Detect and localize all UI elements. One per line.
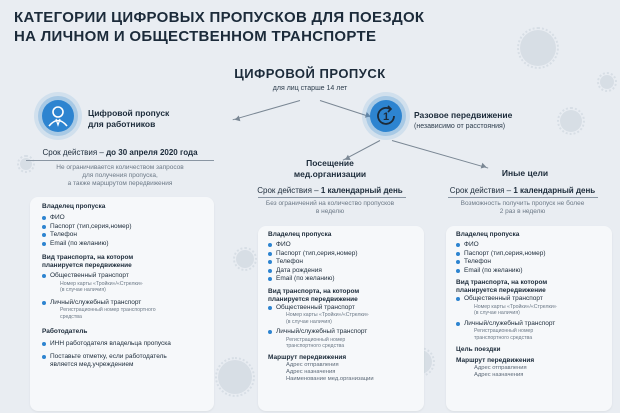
route-item: Адрес отправления (286, 361, 339, 368)
svg-text:1: 1 (382, 111, 390, 123)
other-note-line: 2 раз в неделю (499, 208, 546, 215)
employer-item: ИНН работодателя владельца пропуска (42, 340, 204, 349)
route-item: Адрес назначения (286, 368, 336, 375)
route-title: Маршрут передвижения (456, 357, 535, 364)
workers-title-line-1: Цифровой пропуск (88, 108, 170, 118)
public-note-line: (в случае наличия) (60, 287, 106, 293)
employer-title: Работодатель (42, 328, 88, 335)
page-title (14, 8, 454, 46)
public-note (268, 312, 416, 325)
workers-note-line: Не ограничивается количеством запросов (56, 164, 184, 171)
title-line-2: НА ЛИЧНОМ И ОБЩЕСТВЕННОМ ТРАНСПОРТЕ (14, 28, 377, 45)
workers-title (88, 108, 208, 130)
other-note (430, 200, 615, 216)
employer-item-line: является мед.учреждением (50, 361, 134, 368)
public-note (456, 304, 604, 317)
workers-note-line: а также маршрутом передвижения (67, 180, 173, 187)
transport-title-line: планируется передвижение (268, 295, 358, 303)
arrow-right (320, 100, 373, 118)
transport-title (456, 279, 604, 295)
virus-decoration (600, 75, 614, 89)
title-line-1: КАТЕГОРИИ ЦИФРОВЫХ ПРОПУСКОВ ДЛЯ ПОЕЗДОК (14, 9, 425, 26)
route-item: Адрес отправления (474, 365, 527, 371)
divider (26, 160, 214, 161)
worker-icon-circle (42, 100, 74, 132)
virus-decoration (236, 250, 254, 268)
personal-note-line: транспортного средства (286, 343, 345, 349)
medical-note-line: Без ограничений на количество пропусков (265, 200, 395, 207)
medical-validity-prefix: Срок действия – (257, 186, 321, 195)
transport-title (268, 288, 416, 304)
route-title: Маршрут передвижения (268, 353, 347, 361)
public-transport-option[interactable]: Общественный транспорт (456, 295, 604, 304)
owner-item: Паспорт (тип,серия,номер) (268, 250, 416, 259)
employer-item[interactable] (42, 353, 204, 370)
personal-transport-option[interactable]: Личный/служебный транспорт (456, 320, 604, 329)
owner-title: Владелец пропуска (268, 231, 332, 238)
personal-note (42, 307, 204, 320)
owner-item: Телефон (456, 258, 604, 267)
employer-item-line: Поставьте отметку, если работодатель (50, 352, 167, 360)
medical-note-line: в неделю (315, 208, 345, 215)
personal-note (268, 337, 416, 350)
route-item: Наименование мед.организации (286, 375, 374, 382)
one-trip-icon (370, 100, 402, 132)
public-note (42, 281, 204, 294)
medical-title-line: Посещение (306, 158, 354, 168)
single-trip-title: Разовое передвижение (414, 110, 513, 120)
other-validity (430, 186, 615, 196)
public-note-line: Номер карты «Тройки»/«Стрелки» (286, 312, 369, 318)
transport-title-line: планируется передвижение (456, 287, 546, 294)
transport-title-line: Вид транспорта, на котором (268, 287, 360, 295)
single-trip-subtitle: (независимо от расстояния) (414, 123, 506, 130)
owner-item: Email (по желанию) (456, 267, 604, 276)
personal-note-line: Регистрационный номер транспортного (60, 307, 156, 313)
one-trip-icon-circle (370, 100, 402, 132)
workers-card (30, 197, 214, 411)
medical-validity-value: 1 календарный день (320, 186, 403, 195)
other-title: Иные цели (501, 168, 549, 178)
transport-title (42, 254, 204, 270)
divider (258, 197, 406, 198)
workers-validity-value: до 30 апреля 2020 года (106, 148, 198, 157)
public-transport-option[interactable]: Общественный транспорт (268, 304, 416, 313)
personal-note-line: Регистрационный номер (286, 336, 346, 343)
owner-item: Телефон (268, 258, 416, 267)
owner-title: Владелец пропуска (42, 203, 106, 210)
owner-item: Email (по желанию) (268, 275, 416, 284)
transport-title-line: Вид транспорта, на котором (456, 279, 548, 286)
owner-item: ФИО (456, 241, 604, 250)
personal-note-line: транспортного средства (474, 334, 533, 341)
worker-icon (42, 100, 74, 132)
public-note-line: (в случае наличия) (286, 318, 332, 325)
personal-note-line: Регистрационный номер (474, 328, 534, 334)
owner-item: Телефон (42, 231, 204, 240)
transport-title-line: планируется передвижение (42, 262, 132, 269)
public-note-line: Номер карты «Тройки»/«Стрелки» (474, 303, 557, 310)
other-validity-prefix: Срок действия – (449, 186, 514, 195)
other-note-line: Возможность получить пропуск не более (460, 200, 585, 207)
workers-note (20, 164, 220, 188)
medical-card (258, 226, 424, 411)
virus-decoration (520, 30, 556, 66)
other-card (446, 226, 612, 411)
pass-subtitle: для лиц старше 14 лет (272, 85, 348, 92)
workers-note-line: для получения пропуска, (82, 172, 158, 179)
medical-title-line: мед.организации (293, 169, 367, 179)
personal-transport-option[interactable]: Личный/служебный транспорт (268, 328, 416, 337)
workers-title-line-2: для работников (88, 119, 156, 129)
arrow-left (233, 100, 301, 120)
virus-decoration (218, 360, 252, 394)
pass-title: ЦИФРОВОЙ ПРОПУСК (234, 66, 386, 81)
route-item: Адрес назначения (474, 372, 524, 378)
medical-title (250, 158, 410, 180)
other-validity-value: 1 календарный день (513, 186, 596, 195)
goal-title: Цель поездки (456, 346, 501, 353)
owner-item: Паспорт (тип,серия,номер) (42, 223, 204, 232)
public-note-line: (в случае наличия) (474, 310, 520, 316)
owner-item: ФИО (42, 214, 204, 223)
workers-validity (20, 148, 220, 158)
public-transport-option[interactable]: Общественный транспорт (42, 272, 204, 281)
owner-item: Паспорт (тип,серия,номер) (456, 250, 604, 259)
public-note-line: Номер карты «Тройки»/«Стрелки» (60, 280, 143, 287)
transport-title-line: Вид транспорта, на котором (42, 254, 134, 261)
medical-validity (240, 186, 420, 196)
personal-note (456, 328, 604, 341)
workers-validity-prefix: Срок действия – (42, 148, 107, 157)
owner-item: ФИО (268, 241, 416, 250)
owner-item: Дата рождения (268, 267, 416, 276)
owner-item: Email (по желанию) (42, 240, 204, 249)
medical-note (240, 200, 420, 216)
personal-note-line: средства (60, 313, 82, 320)
owner-title: Владелец пропуска (456, 231, 520, 238)
divider (448, 197, 598, 198)
personal-transport-option[interactable]: Личный/служебный транспорт (42, 299, 204, 308)
